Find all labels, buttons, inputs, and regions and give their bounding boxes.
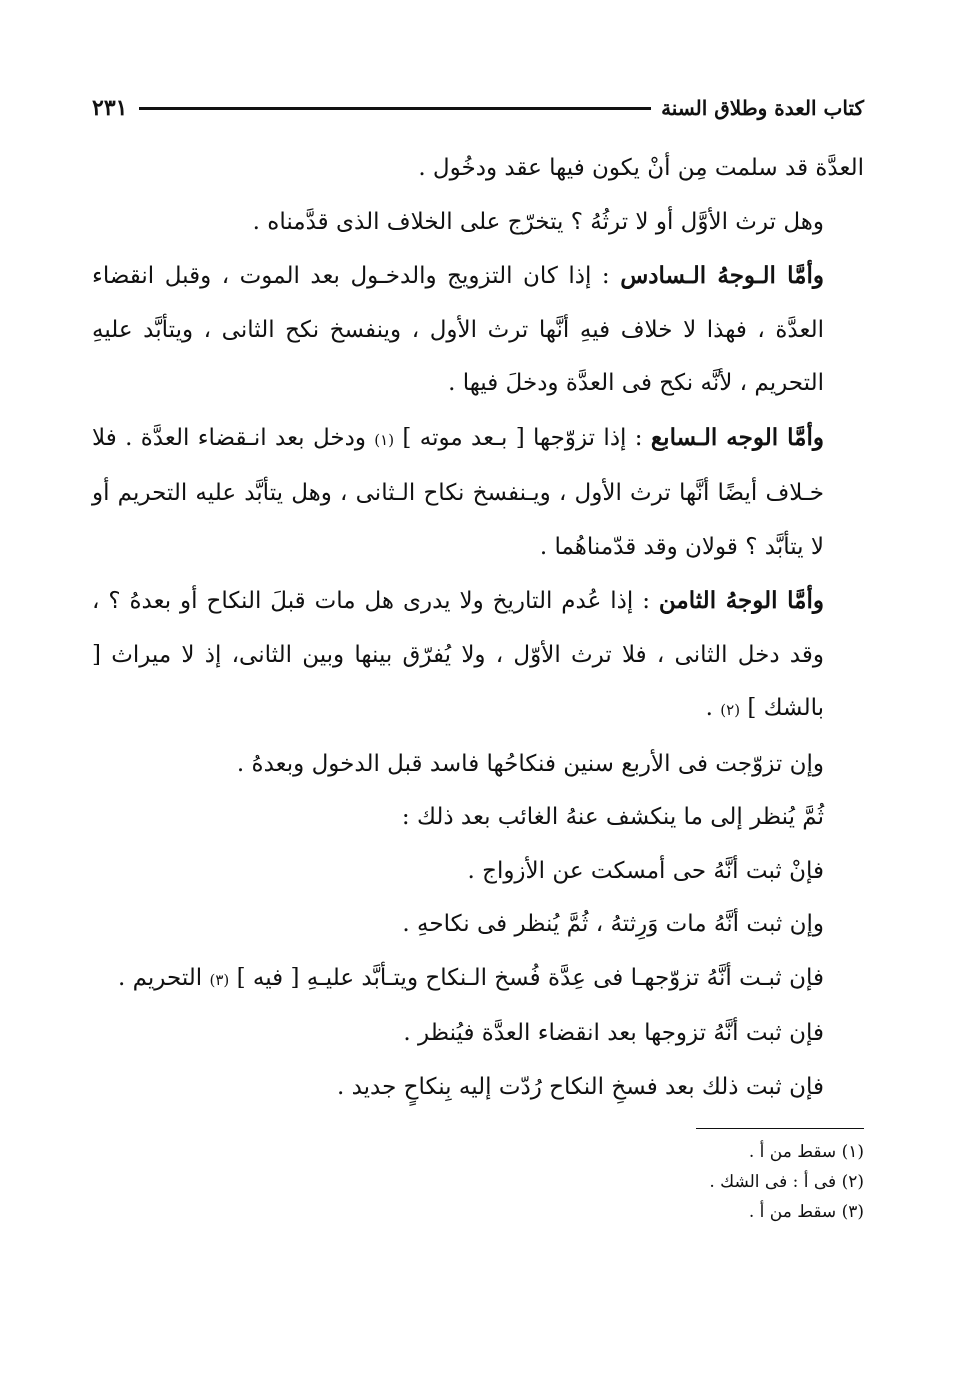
paragraph: [92, 574, 864, 738]
paragraph: [92, 738, 864, 792]
paragraph: [92, 249, 864, 411]
text-run: : إذا تزوّجها [ بـعد موته ]: [394, 424, 651, 451]
text-run: .: [705, 695, 721, 721]
section-heading: وأمَّا الوجه الـسابع: [650, 423, 824, 451]
footnote-reference: (٣): [209, 970, 230, 989]
section-heading: وأمَّا الوجهُ الثامن: [658, 587, 824, 614]
footnote-reference: (٢): [720, 701, 741, 719]
text-run: وإن ثبت أنَّهُ مات وَرِثتهُ ، ثُمَّ يُنظر فى نكاحهِ .: [402, 911, 824, 937]
document-page: [92, 88, 864, 1348]
text-run: ودخل بعد انـقضاء العدَّة . فلا خـلاف أيضًا أنَّها ترث الأول ، ويـنفسخ نكاح الـثانى ، وهل يتأبَّد عليه التحريم أو لا يتأبَّد ؟ قولان وقد قدّمناهُما .: [92, 424, 824, 560]
paragraph: [92, 898, 864, 952]
header-rule: [139, 107, 651, 110]
body-text: [92, 142, 864, 1114]
paragraph: [92, 952, 864, 1008]
paragraph: [92, 411, 864, 575]
paragraph: [92, 1061, 864, 1115]
text-run: وهل ترث الأوَّل أو لا ترثُهُ ؟ يتخرّج على الخلاف الذى قدَّمناه .: [252, 208, 824, 235]
text-run: فإن ثبـت أنَّهُ تزوّجهـا فى عِدَّة فُسخ الـنكاح ويتـأبَّد عليـهِ [ فيه ]: [229, 964, 824, 991]
page-number: ٢٣١: [92, 95, 128, 121]
paragraph: [92, 196, 864, 250]
text-run: ثُمَّ يُنظر إلى ما ينكشف عنهُ الغائب بعد ذلك :: [401, 804, 824, 830]
paragraph: [92, 845, 864, 899]
footnote: (٣) سقط من أ .: [748, 1202, 864, 1222]
page-header: [92, 88, 864, 128]
text-run: التحريم .: [117, 964, 210, 991]
text-run: فإنْ ثبت أنَّهُ حى أمسكت عن الأزواج .: [467, 857, 824, 884]
book-title: كتاب العدة وطلاق السنة: [661, 96, 864, 120]
footnote-reference: (١): [374, 430, 395, 449]
footnote: (٢) فى أ : فى الشك .: [709, 1172, 864, 1192]
text-run: فإن ثبت أنَّهُ تزوجها بعد انقضاء العدَّة فيُنظر .: [403, 1020, 824, 1046]
footnote-separator: [696, 1128, 864, 1129]
paragraph: [92, 1007, 864, 1061]
text-run: فإن ثبت ذلك بعد فسخِ النكاح رُدّت إليه بِنكاحٍ جديد .: [336, 1073, 824, 1100]
paragraph: [92, 142, 864, 196]
footnotes: [92, 1137, 864, 1227]
paragraph: [92, 791, 864, 845]
text-run: وإن تزوّجت فى الأربع سنين فنكاحُها فاسد قبل الدخول وبعدهُ .: [236, 750, 824, 777]
text-run: العدَّة قد سلمت مِن أنْ يكون فيها عقد ودخُول .: [418, 155, 864, 181]
text-run: : إذا عُدم التاريخ ولا يدرى هل مات قبلَ النكاح أو بعدهُ ؟ ، وقد دخل الثانى ، فلا ترث الأوّل ، ولا يُفرّق بينها وبين الثانى، إذ لا ميراث [ بالشك ]: [92, 588, 824, 721]
section-heading: وأمَّا الـوجهُ الـسادس: [620, 262, 824, 289]
text-run: : إذا كان التزويج والدخـول بعد الموت ، وقبل انقضاء العدَّة ، فهذا لا خلاف فيهِ أنَّها ترث الأول ، وينفسخ نكح الثانى ، ويتأبَّد عليهِ التحريم ، لأنَّه نكح فى العدَّة ودخلَ فيها .: [92, 263, 824, 396]
footnote: (١) سقط من أ .: [748, 1142, 864, 1162]
